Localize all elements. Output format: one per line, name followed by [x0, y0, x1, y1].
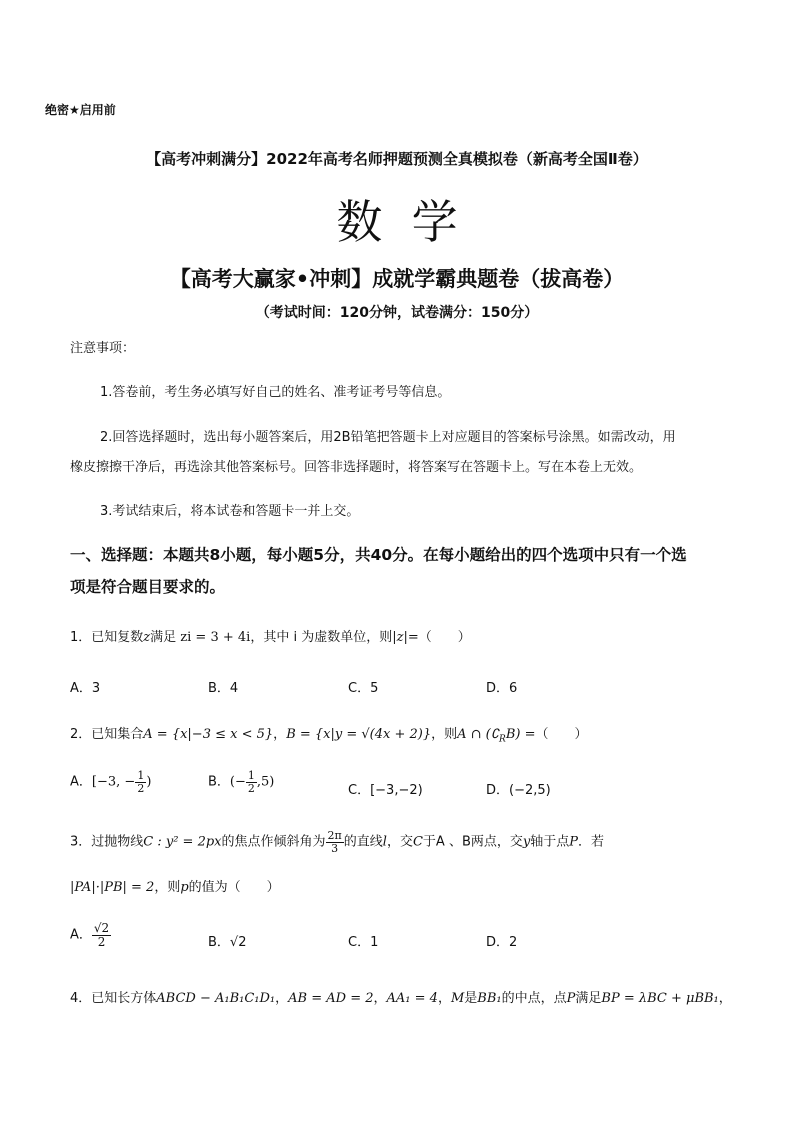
option-c[interactable]: C．5 — [348, 681, 379, 696]
option-d[interactable]: D．2 — [486, 935, 518, 950]
series-title: 【高考冲刺满分】2022年高考名师押题预测全真模拟卷（新高考全国Ⅱ卷） — [146, 150, 648, 168]
option-d[interactable]: D．(−2,5) — [486, 783, 551, 798]
note-item: 1.答卷前，考生务必填写好自己的姓名、准考证考号等信息。 — [100, 385, 451, 400]
note-item: 3.考试结束后，将本试卷和答题卡一并上交。 — [100, 504, 360, 519]
section-heading: 一、选择题：本题共8小题，每小题5分，共40分。在每小题给出的四个选项中只有一个选 — [70, 546, 687, 564]
option-b[interactable]: B．4 — [208, 681, 239, 696]
exam-info: （考试时间：120分钟，试卷满分：150分） — [255, 305, 539, 321]
option-b[interactable]: B．(− $\frac{1}{2}$ ,5) — [208, 769, 275, 795]
question-1: 1．已知复数z满足 zi = 3 + 4i，其中 i 为虚数单位，则|z|=（ ） — [70, 630, 471, 645]
option-b[interactable]: B．√2 — [208, 935, 247, 950]
option-c[interactable]: C．[−3,−2) — [348, 783, 423, 798]
question-3-cont: |PA|·|PB| = 2，则p的值为（ ） — [70, 880, 280, 895]
note-item: 2.回答选择题时，选出每小题答案后，用2B铅笔把答题卡上对应题目的答案标号涂黑。如需改动，用 — [100, 430, 676, 445]
notes-heading: 注意事项： — [70, 341, 136, 356]
question-3: 3．过抛物线C : y² = 2px的焦点作倾斜角为 $\frac{2\pi}{3}$ 的直线l，交C于A 、B两点，交y轴于点P．若 — [70, 829, 605, 855]
question-2: 2．已知集合A = {x|−3 ≤ x < 5}，B = {x|y = √(4x + 2)}，则A ∩ $(∁_RB)$ =（ ） — [70, 727, 588, 745]
note-item: 橡皮擦擦干净后，再选涂其他答案标号。回答非选择题时，将答案写在答题卡上。写在本卷上无效。 — [70, 460, 643, 475]
paper-subtitle: 【高考大赢家•冲刺】成就学霸典题卷（拔高卷） — [169, 267, 625, 291]
question-4: 4．已知长方体ABCD − A₁B₁C₁D₁，AB = AD = 2，AA₁ = 4，M是BB₁的中点，点P满足BP = λBC + μBB₁， — [70, 991, 732, 1006]
secret-label: 绝密★启用前 — [45, 103, 116, 117]
option-c[interactable]: C．1 — [348, 935, 379, 950]
option-d[interactable]: D．6 — [486, 681, 518, 696]
subject-title: 数 学 — [336, 195, 458, 249]
option-a[interactable]: A． $\frac{√2}{2}$ — [70, 921, 110, 949]
option-a[interactable]: A．[−3, − $\frac{1}{2}$ ) — [70, 769, 152, 795]
option-a[interactable]: A．3 — [70, 681, 101, 696]
section-heading-cont: 项是符合题目要求的。 — [70, 578, 226, 596]
